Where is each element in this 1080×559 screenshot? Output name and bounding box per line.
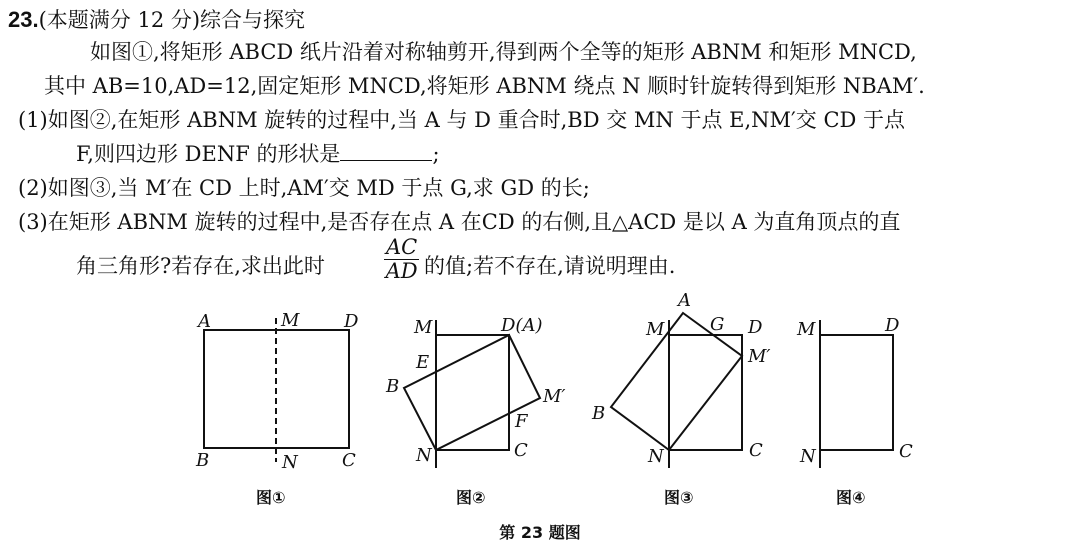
fig3-label-n: N: [648, 446, 664, 467]
figure-3: [611, 313, 742, 468]
fig4-label-d: D: [885, 315, 900, 336]
part3-line-1: (3)在矩形 ABNM 旋转的过程中,是否存在点 A 在CD 的右侧,且△ACD 是以 A 为直角顶点的直: [18, 210, 901, 234]
fig1-label-a: A: [198, 311, 211, 332]
fig2-label-b: B: [386, 376, 400, 397]
intro-line-1: 如图①,将矩形 ABCD 纸片沿着对称轴剪开,得到两个全等的矩形 ABNM 和矩形 MNCD,: [90, 40, 917, 64]
fig2-label-n: N: [416, 445, 432, 466]
part1-line-1: (1)如图②,在矩形 ABNM 旋转的过程中,当 A 与 D 重合时,BD 交 MN 于点 E,NM′交 CD 于点: [18, 108, 906, 132]
fig2-caption: 图②: [456, 488, 486, 507]
part2-line: (2)如图③,当 M′在 CD 上时,AM′交 MD 于点 G,求 GD 的长;: [18, 176, 590, 200]
fig3-label-a: A: [678, 290, 691, 311]
fig1-label-m: M: [281, 310, 300, 331]
fraction-denominator: AD: [385, 259, 418, 283]
figure-4: [820, 320, 893, 468]
fig1-label-d: D: [344, 311, 359, 332]
fig2-label-c: C: [514, 440, 528, 461]
fig4-label-n: N: [800, 446, 816, 467]
fig3-caption: 图③: [664, 488, 694, 507]
fig1-caption: 图①: [256, 488, 286, 507]
question-number: 23.: [8, 7, 39, 32]
fig1-label-n: N: [282, 452, 298, 473]
question-header: (本题满分 12 分)综合与探究: [38, 8, 306, 32]
fig3-label-b: B: [592, 403, 606, 424]
fig2-label-m-prime: M′: [543, 386, 566, 407]
figure-1: [204, 318, 349, 462]
intro-line-2: 其中 AB=10,AD=12,固定矩形 MNCD,将矩形 ABNM 绕点 N 顺时针旋转得到矩形 NBAM′.: [44, 74, 925, 98]
part1-line-2-end: ;: [432, 142, 440, 166]
fig1-label-b: B: [196, 450, 210, 471]
part3-line-2b: 的值;若不存在,请说明理由.: [424, 254, 676, 278]
fig4-label-m: M: [797, 319, 816, 340]
fig3-label-g: G: [710, 314, 725, 335]
figure-title: 第 23 题图: [499, 523, 581, 542]
rectangle-mncd: [669, 335, 742, 450]
fig1-label-c: C: [342, 450, 356, 471]
part3-line-2a: 角三角形?若存在,求出此时: [76, 254, 325, 278]
fig2-label-d-a: D(A): [501, 315, 543, 336]
rectangle-mncd: [820, 335, 893, 450]
fig2-label-f: F: [515, 411, 528, 432]
fig4-label-c: C: [899, 441, 913, 462]
fig4-caption: 图④: [836, 488, 866, 507]
fig2-label-m: M: [414, 317, 433, 338]
fig3-label-m: M: [646, 319, 665, 340]
fig3-label-c: C: [749, 440, 763, 461]
fig2-label-e: E: [416, 352, 430, 373]
fraction-numerator: AC: [386, 235, 418, 259]
part1-line-2-text: F,则四边形 DENF 的形状是: [76, 142, 341, 166]
fig3-label-m-prime: M′: [748, 346, 771, 367]
fig3-label-d: D: [748, 317, 763, 338]
